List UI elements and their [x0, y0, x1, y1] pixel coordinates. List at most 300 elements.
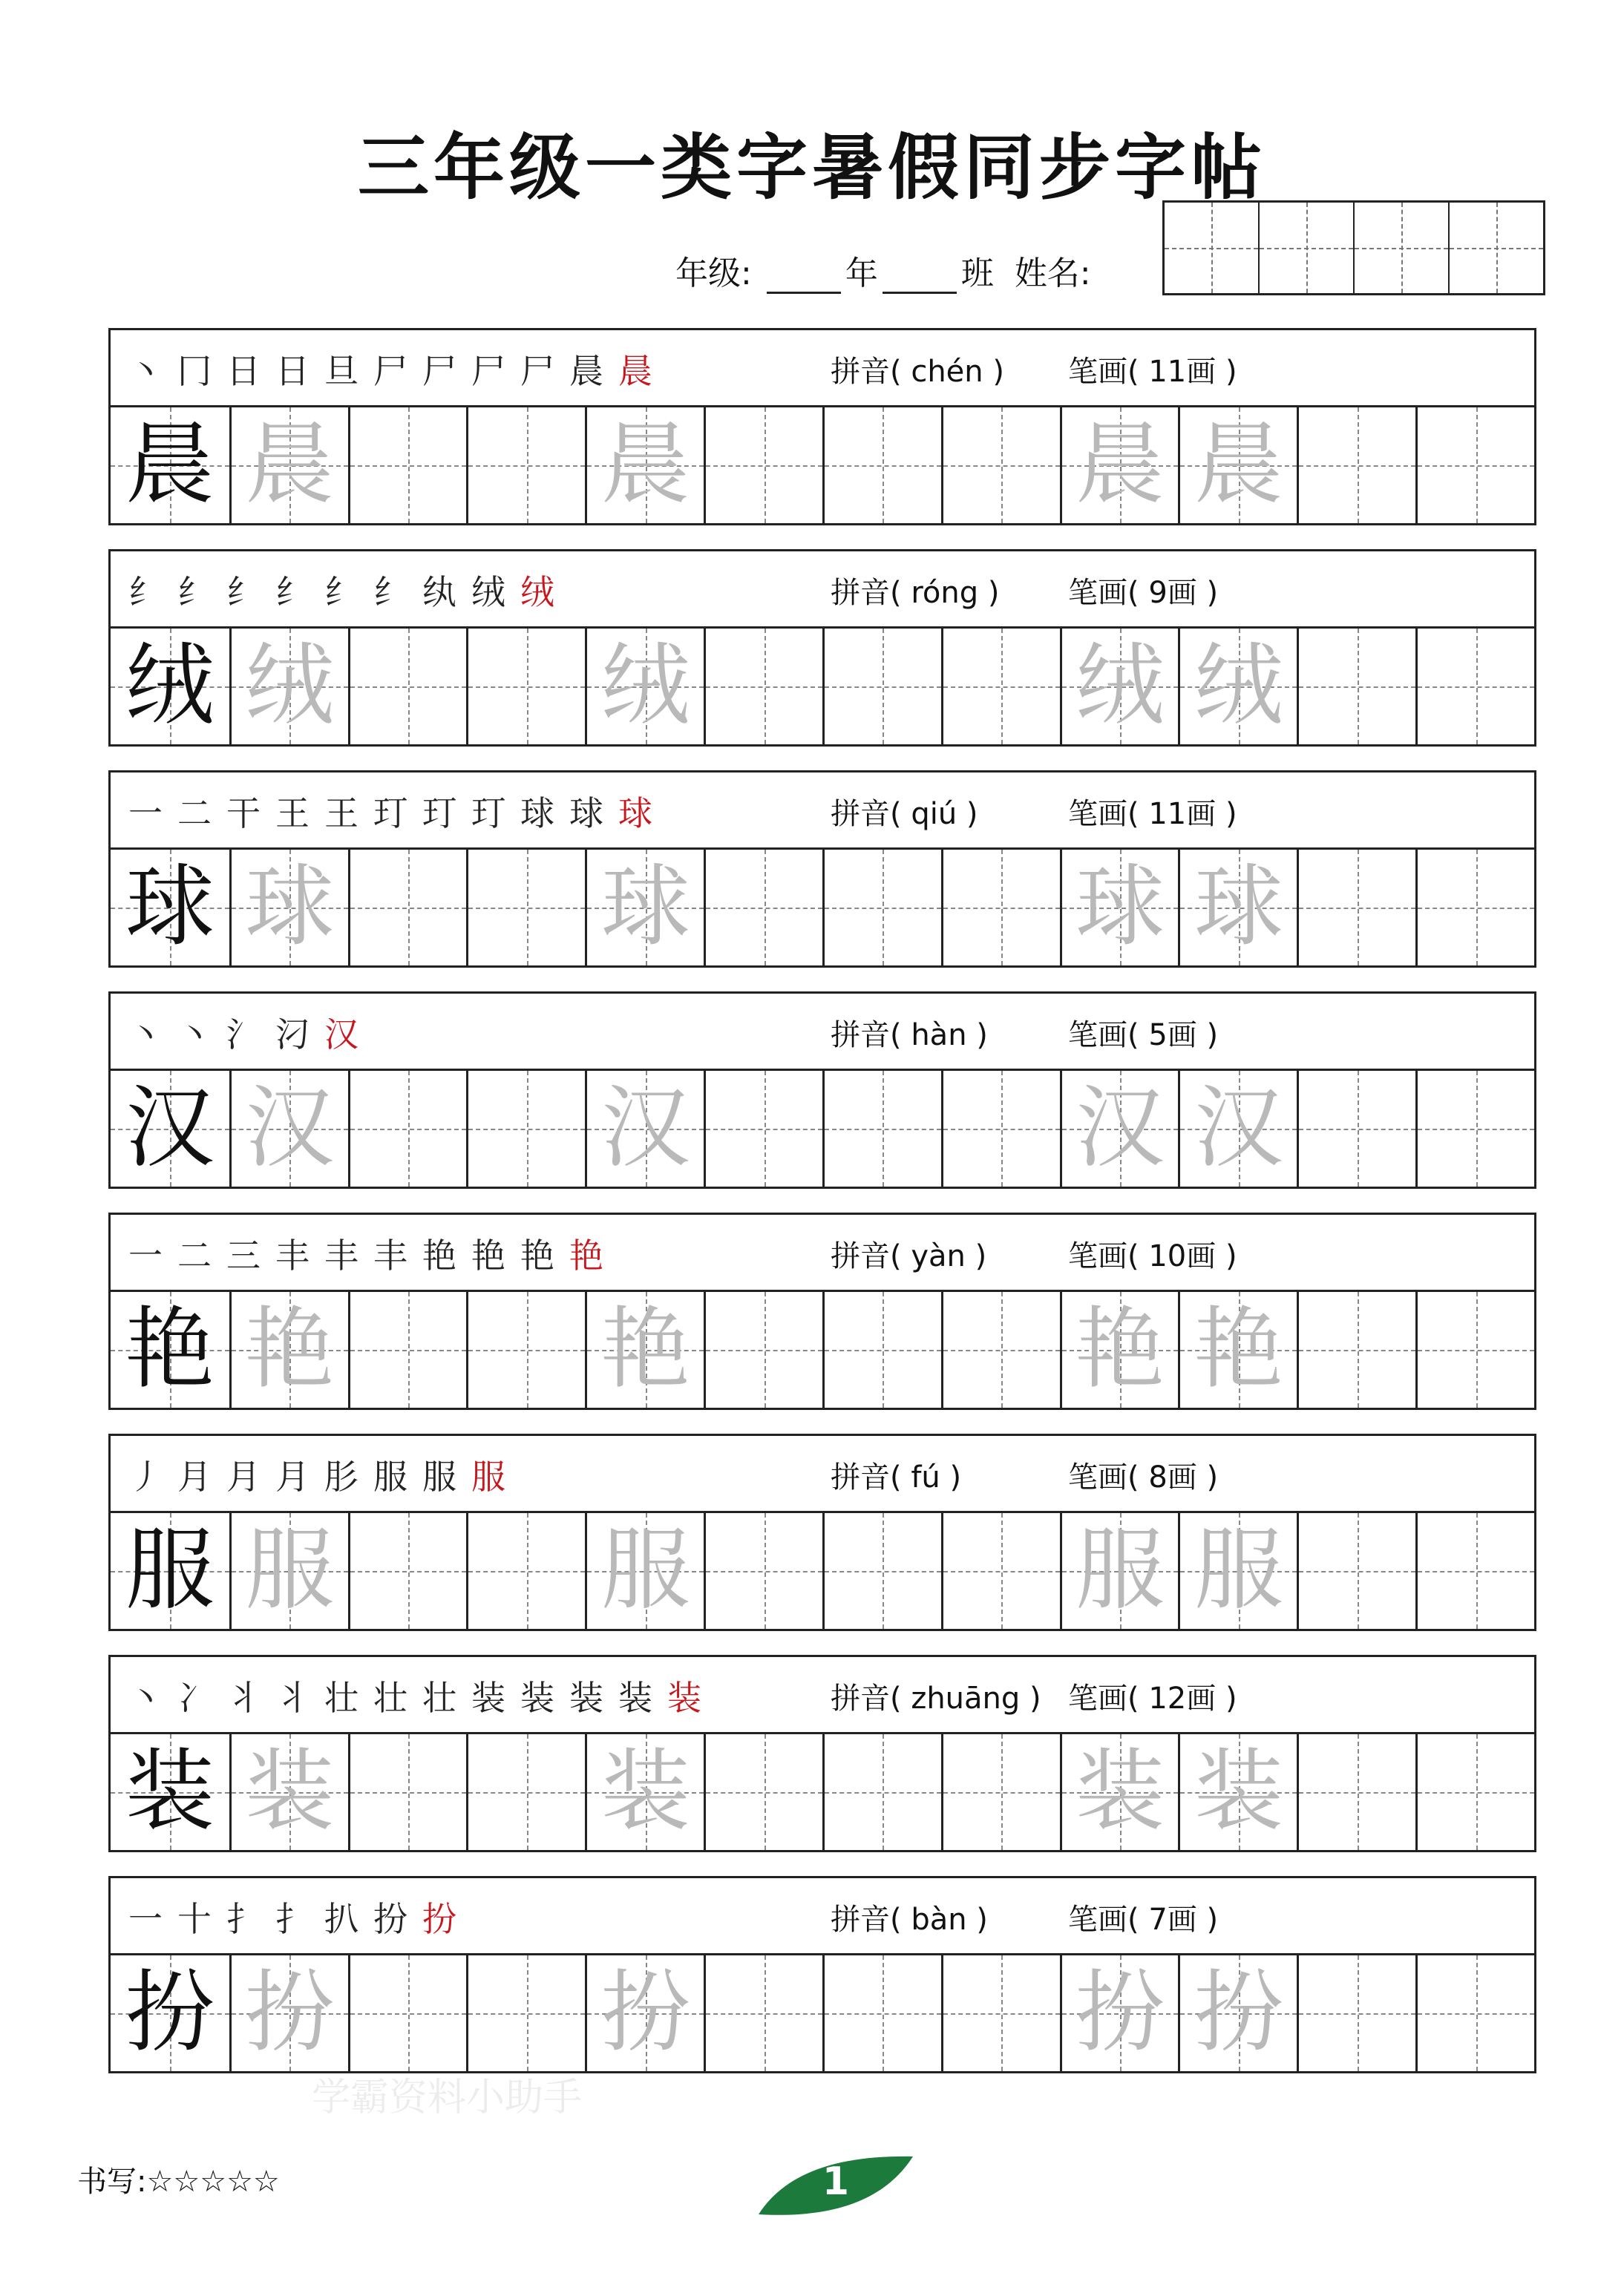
model-character-cell	[111, 1292, 229, 1408]
stroke-step: 一	[128, 793, 163, 833]
writing-cell[interactable]	[1297, 1071, 1415, 1187]
stroke-step: 月	[275, 1457, 310, 1497]
stroke-step: 尸	[520, 351, 554, 391]
writing-cell[interactable]	[1297, 1734, 1415, 1850]
stroke-step: 纟	[324, 572, 358, 612]
pinyin-label: 拼音( fú )	[831, 1460, 962, 1495]
writing-cell[interactable]	[704, 1071, 822, 1187]
trace-character: 艳	[1075, 1298, 1165, 1401]
trace-character-cell[interactable]	[1060, 850, 1179, 965]
writing-cell[interactable]	[466, 1071, 585, 1187]
trace-character: 服	[1194, 1519, 1283, 1622]
pinyin-prefix: 拼音	[831, 355, 890, 389]
trace-character-cell[interactable]	[1178, 850, 1297, 965]
pinyin-label: 拼音( qiú )	[831, 797, 978, 831]
trace-character: 扮	[1075, 1961, 1165, 2064]
pinyin-value: hàn	[911, 1018, 967, 1052]
stroke-step: 氵	[226, 1014, 261, 1054]
model-character-cell	[111, 1513, 229, 1629]
trace-character: 服	[600, 1519, 690, 1622]
trace-character-cell[interactable]	[1178, 1955, 1297, 2071]
writing-cell[interactable]	[1297, 629, 1415, 744]
stroke-step: 玎	[471, 793, 505, 833]
trace-character: 艳	[1194, 1298, 1283, 1401]
stroke-count-label: 笔画( 8画 )	[1068, 1460, 1219, 1495]
model-character: 汉	[125, 1077, 215, 1180]
writing-cell[interactable]	[822, 407, 941, 523]
writing-cell[interactable]	[822, 629, 941, 744]
trace-character-cell[interactable]	[1060, 1513, 1179, 1629]
stroke-count-value: 8	[1148, 1460, 1168, 1495]
character-block	[108, 1876, 1536, 2073]
model-character: 艳	[125, 1298, 215, 1401]
writing-grid-row	[111, 1955, 1534, 2071]
stroke-step: 服	[422, 1457, 456, 1497]
stroke-step: 装	[520, 1678, 554, 1718]
trace-character-cell[interactable]	[1178, 629, 1297, 744]
bihua-prefix: 笔画	[1068, 1460, 1127, 1495]
writing-cell[interactable]	[348, 407, 467, 523]
bihua-prefix: 笔画	[1068, 576, 1127, 610]
writing-cell[interactable]	[822, 1071, 941, 1187]
stroke-step: 日	[226, 351, 261, 391]
stroke-step: 冫	[177, 1678, 212, 1718]
writing-cell[interactable]	[1415, 1955, 1534, 2071]
stroke-count-label: 笔画( 11画 )	[1068, 355, 1237, 389]
trace-character: 艳	[245, 1298, 335, 1401]
stroke-order-header	[111, 330, 1534, 407]
writing-cell[interactable]	[1415, 1292, 1534, 1408]
stroke-step: 十	[177, 1899, 212, 1939]
stroke-order-header	[111, 994, 1534, 1071]
writing-cell[interactable]	[941, 407, 1060, 523]
stroke-count-value: 9	[1148, 576, 1168, 610]
writing-cell[interactable]	[348, 850, 467, 965]
trace-character: 汉	[600, 1077, 690, 1180]
trace-character-cell[interactable]	[585, 850, 704, 965]
stroke-step: 王	[275, 793, 310, 833]
writing-cell[interactable]	[941, 1513, 1060, 1629]
page-title: 三年级一类字暑假同步字帖	[358, 126, 1266, 209]
trace-character: 绒	[1075, 634, 1165, 738]
pinyin-prefix: 拼音	[831, 1903, 890, 1937]
trace-character: 绒	[600, 634, 690, 738]
trace-character: 扮	[245, 1961, 335, 2064]
trace-character: 球	[245, 856, 335, 959]
writing-cell[interactable]	[466, 629, 585, 744]
stroke-step: 月	[226, 1457, 261, 1497]
writing-cell[interactable]	[466, 1734, 585, 1850]
model-character-cell	[111, 1071, 229, 1187]
pinyin-label: 拼音( hàn )	[831, 1018, 988, 1052]
model-character: 装	[125, 1740, 215, 1843]
writing-cell[interactable]	[1415, 850, 1534, 965]
writing-cell[interactable]	[466, 1955, 585, 2071]
stroke-count-label: 笔画( 11画 )	[1068, 797, 1237, 831]
trace-character: 扮	[600, 1961, 690, 2064]
writing-cell[interactable]	[1297, 407, 1415, 523]
stroke-step: 壮	[422, 1678, 456, 1718]
stroke-step: 装	[667, 1678, 701, 1718]
model-character-cell	[111, 629, 229, 744]
stroke-step: 装	[569, 1678, 603, 1718]
trace-character-cell[interactable]	[229, 629, 348, 744]
pinyin-value: yàn	[911, 1239, 966, 1273]
writing-cell[interactable]	[466, 407, 585, 523]
stroke-step: 月	[177, 1457, 212, 1497]
writing-cell[interactable]	[704, 1734, 822, 1850]
stroke-step: 晨	[569, 351, 603, 391]
character-block	[108, 328, 1536, 525]
stroke-step: 球	[569, 793, 603, 833]
model-character-cell	[111, 407, 229, 523]
writing-cell[interactable]	[348, 1292, 467, 1408]
stroke-order-sequence	[124, 1008, 363, 1056]
stroke-step: 丬	[226, 1678, 261, 1718]
trace-character: 晨	[245, 413, 335, 516]
trace-character: 球	[600, 856, 690, 959]
trace-character-cell[interactable]	[1178, 1513, 1297, 1629]
writing-grid-row	[111, 1292, 1534, 1408]
writing-cell[interactable]	[1415, 629, 1534, 744]
writing-cell[interactable]	[941, 850, 1060, 965]
trace-character: 艳	[600, 1298, 690, 1401]
writing-grid-row	[111, 1513, 1534, 1629]
pinyin-prefix: 拼音	[831, 1682, 890, 1716]
stroke-count-value: 5	[1148, 1018, 1168, 1052]
writing-cell[interactable]	[941, 1955, 1060, 2071]
page-number: 1	[822, 2159, 850, 2204]
writing-cell[interactable]	[704, 1513, 822, 1629]
model-character: 服	[125, 1519, 215, 1622]
pinyin-prefix: 拼音	[831, 797, 890, 831]
trace-character-cell[interactable]	[585, 1513, 704, 1629]
writing-cell[interactable]	[704, 850, 822, 965]
stroke-count-value: 10	[1148, 1239, 1187, 1273]
model-character: 晨	[125, 413, 215, 516]
trace-character: 球	[1194, 856, 1283, 959]
bihua-prefix: 笔画	[1068, 1018, 1127, 1052]
stroke-step: 尸	[373, 351, 407, 391]
writing-cell[interactable]	[466, 1292, 585, 1408]
writing-cell[interactable]	[822, 1292, 941, 1408]
watermark: 学霸资料小助手	[312, 2076, 583, 2120]
pinyin-value: róng	[911, 576, 979, 610]
writing-cell[interactable]	[822, 850, 941, 965]
stroke-step: 丬	[275, 1678, 310, 1718]
stroke-step: 三	[226, 1236, 261, 1276]
trace-character-cell[interactable]	[1178, 1071, 1297, 1187]
writing-cell[interactable]	[822, 1955, 941, 2071]
stroke-order-header	[111, 1215, 1534, 1292]
model-character-cell	[111, 1734, 229, 1850]
stroke-step: 尸	[422, 351, 456, 391]
writing-cell[interactable]	[1297, 1955, 1415, 2071]
writing-cell[interactable]	[941, 1071, 1060, 1187]
trace-character-cell[interactable]	[1060, 1292, 1179, 1408]
name-box[interactable]	[1165, 203, 1258, 293]
writing-cell[interactable]	[1415, 1071, 1534, 1187]
stroke-count-label: 笔画( 9画 )	[1068, 576, 1219, 610]
trace-character-cell[interactable]	[1060, 1071, 1179, 1187]
character-block	[108, 770, 1536, 968]
writing-cell[interactable]	[704, 1292, 822, 1408]
stroke-step: 尸	[471, 351, 505, 391]
hua-unit: 画	[1186, 797, 1217, 831]
writing-cell[interactable]	[1297, 1513, 1415, 1629]
pinyin-value: chén	[911, 355, 983, 389]
writing-cell[interactable]	[704, 629, 822, 744]
stroke-order-sequence	[124, 1230, 608, 1277]
stroke-step: 装	[471, 1678, 505, 1718]
pinyin-label: 拼音( chén )	[831, 355, 1004, 389]
pinyin-label: 拼音( yàn )	[831, 1239, 987, 1273]
stroke-step: 纟	[177, 572, 212, 612]
character-block	[108, 1434, 1536, 1631]
trace-character: 晨	[1194, 413, 1283, 516]
stroke-step: 艳	[520, 1236, 554, 1276]
trace-character: 装	[1194, 1740, 1283, 1843]
trace-character: 装	[245, 1740, 335, 1843]
trace-character-cell[interactable]	[1060, 1955, 1179, 2071]
trace-character: 装	[1075, 1740, 1165, 1843]
writing-cell[interactable]	[822, 1513, 941, 1629]
bihua-prefix: 笔画	[1068, 1682, 1127, 1716]
trace-character-cell[interactable]	[585, 407, 704, 523]
writing-cell[interactable]	[822, 1734, 941, 1850]
stroke-order-sequence	[124, 345, 657, 393]
writing-label: 书写:	[77, 2165, 147, 2199]
writing-cell[interactable]	[348, 629, 467, 744]
stroke-step: 丿	[128, 1457, 163, 1497]
stroke-count-value: 11	[1148, 355, 1187, 389]
stroke-step: 扌	[226, 1899, 261, 1939]
writing-cell[interactable]	[348, 1513, 467, 1629]
trace-character-cell[interactable]	[229, 1071, 348, 1187]
trace-character: 汉	[1194, 1077, 1283, 1180]
bihua-prefix: 笔画	[1068, 1903, 1127, 1937]
trace-character: 装	[600, 1740, 690, 1843]
character-block	[108, 991, 1536, 1189]
stroke-step: 干	[226, 793, 261, 833]
stroke-count-label: 笔画( 10画 )	[1068, 1239, 1237, 1273]
stroke-step: 肜	[324, 1457, 358, 1497]
grade-label: 年级:	[675, 255, 752, 292]
stroke-step: 丶	[128, 1014, 163, 1054]
trace-character-cell[interactable]	[229, 1292, 348, 1408]
stroke-step: 纨	[422, 572, 456, 612]
stroke-step: 二	[177, 1236, 212, 1276]
trace-character-cell[interactable]	[585, 1292, 704, 1408]
stroke-step: 丰	[275, 1236, 310, 1276]
stroke-step: 晨	[618, 351, 652, 391]
pinyin-value: bàn	[911, 1903, 967, 1937]
stroke-step: 丶	[128, 1678, 163, 1718]
trace-character: 晨	[1075, 413, 1165, 516]
writing-grid-row	[111, 850, 1534, 965]
model-character: 绒	[125, 634, 215, 738]
pinyin-prefix: 拼音	[831, 576, 890, 610]
trace-character-cell[interactable]	[1060, 407, 1179, 523]
writing-cell[interactable]	[704, 407, 822, 523]
stroke-count-value: 12	[1148, 1682, 1187, 1716]
writing-cell[interactable]	[466, 1513, 585, 1629]
stroke-count-label: 笔画( 12画 )	[1068, 1682, 1237, 1716]
stroke-step: 壮	[373, 1678, 407, 1718]
character-block	[108, 1655, 1536, 1852]
trace-character-cell[interactable]	[229, 850, 348, 965]
writing-cell[interactable]	[1297, 850, 1415, 965]
trace-character-cell[interactable]	[1060, 629, 1179, 744]
bihua-prefix: 笔画	[1068, 797, 1127, 831]
class-blank[interactable]	[883, 259, 957, 294]
trace-character: 服	[245, 1519, 335, 1622]
trace-character-cell[interactable]	[1178, 407, 1297, 523]
writing-cell[interactable]	[1415, 407, 1534, 523]
stroke-step: 装	[618, 1678, 652, 1718]
stroke-count-value: 11	[1148, 797, 1187, 831]
stroke-order-header	[111, 1878, 1534, 1955]
writing-grid-row	[111, 1071, 1534, 1187]
stroke-step: 球	[520, 793, 554, 833]
stroke-step: 冂	[177, 351, 212, 391]
trace-character: 汉	[245, 1077, 335, 1180]
pinyin-prefix: 拼音	[831, 1239, 890, 1273]
stroke-order-sequence	[124, 1672, 706, 1719]
student-info-row	[675, 246, 1091, 294]
hua-unit: 画	[1186, 1239, 1217, 1273]
writing-cell[interactable]	[348, 1734, 467, 1850]
stroke-step: 服	[471, 1457, 505, 1497]
writing-cell[interactable]	[941, 1292, 1060, 1408]
writing-cell[interactable]	[1415, 1513, 1534, 1629]
pinyin-value: fú	[911, 1460, 940, 1495]
model-character: 扮	[125, 1961, 215, 2064]
stroke-step: 丶	[128, 351, 163, 391]
trace-character: 绒	[245, 634, 335, 738]
trace-character: 球	[1075, 856, 1165, 959]
name-box[interactable]	[1258, 203, 1353, 293]
stroke-step: 旦	[324, 351, 358, 391]
stroke-count-label: 笔画( 7画 )	[1068, 1903, 1219, 1937]
stroke-step: 一	[128, 1899, 163, 1939]
model-character: 球	[125, 856, 215, 959]
writing-cell[interactable]	[704, 1955, 822, 2071]
writing-cell[interactable]	[348, 1955, 467, 2071]
stroke-step: 艳	[471, 1236, 505, 1276]
bihua-prefix: 笔画	[1068, 1239, 1127, 1273]
trace-character-cell[interactable]	[1060, 1734, 1179, 1850]
stroke-order-header	[111, 1436, 1534, 1513]
stroke-step: 玎	[422, 793, 456, 833]
stroke-step: 纟	[373, 572, 407, 612]
pinyin-label: 拼音( róng )	[831, 576, 1000, 610]
stroke-order-sequence	[124, 566, 559, 614]
writing-cell[interactable]	[941, 1734, 1060, 1850]
stroke-step: 扌	[275, 1899, 310, 1939]
stroke-step: 丰	[373, 1236, 407, 1276]
stroke-step: 王	[324, 793, 358, 833]
stroke-step: 扮	[373, 1899, 407, 1939]
stroke-step: 绒	[520, 572, 554, 612]
character-block	[108, 1213, 1536, 1410]
class-label: 班	[960, 255, 994, 292]
stroke-step: 艳	[422, 1236, 456, 1276]
writing-grid-row	[111, 1734, 1534, 1850]
trace-character: 绒	[1194, 634, 1283, 738]
stroke-step: 绒	[471, 572, 505, 612]
stroke-step: 丰	[324, 1236, 358, 1276]
writing-grid-row	[111, 629, 1534, 744]
writing-cell[interactable]	[1415, 1734, 1534, 1850]
grade-year-blank[interactable]	[767, 259, 841, 294]
name-box[interactable]	[1353, 203, 1448, 293]
hua-unit: 画	[1167, 1018, 1197, 1052]
stroke-step: 纟	[275, 572, 310, 612]
trace-character-cell[interactable]	[229, 407, 348, 523]
writing-cell[interactable]	[941, 629, 1060, 744]
trace-character-cell[interactable]	[1178, 1292, 1297, 1408]
stroke-step: 扒	[324, 1899, 358, 1939]
stroke-step: 艳	[569, 1236, 603, 1276]
trace-character: 服	[1075, 1519, 1165, 1622]
model-character-cell	[111, 1955, 229, 2071]
hua-unit: 画	[1167, 1460, 1197, 1495]
stroke-step: 汉	[324, 1014, 358, 1054]
pinyin-label: 拼音( bàn )	[831, 1903, 988, 1937]
hua-unit: 画	[1186, 355, 1217, 389]
trace-character-cell[interactable]	[585, 1734, 704, 1850]
hua-unit: 画	[1186, 1682, 1217, 1716]
writing-rating	[77, 2158, 280, 2200]
model-character-cell	[111, 850, 229, 965]
stroke-step: 纟	[128, 572, 163, 612]
pinyin-value: zhuāng	[911, 1682, 1021, 1716]
name-box[interactable]	[1448, 203, 1543, 293]
stroke-step: 一	[128, 1236, 163, 1276]
bihua-prefix: 笔画	[1068, 355, 1127, 389]
pinyin-value: qiú	[911, 797, 957, 831]
writing-cell[interactable]	[466, 850, 585, 965]
name-writing-grid[interactable]	[1162, 200, 1545, 295]
rating-stars[interactable]: ☆☆☆☆☆	[146, 2165, 280, 2199]
stroke-step: 扮	[422, 1899, 456, 1939]
name-label: 姓名:	[1014, 255, 1091, 292]
stroke-step: 纟	[226, 572, 261, 612]
trace-character-cell[interactable]	[1178, 1734, 1297, 1850]
trace-character-cell[interactable]	[585, 1955, 704, 2071]
trace-character-cell[interactable]	[229, 1955, 348, 2071]
stroke-order-sequence	[124, 1893, 461, 1941]
stroke-step: 汈	[275, 1014, 310, 1054]
writing-cell[interactable]	[348, 1071, 467, 1187]
pinyin-prefix: 拼音	[831, 1460, 890, 1495]
trace-character: 晨	[600, 413, 690, 516]
trace-character: 汉	[1075, 1077, 1165, 1180]
trace-character-cell[interactable]	[229, 1734, 348, 1850]
hua-unit: 画	[1167, 576, 1197, 610]
stroke-count-label: 笔画( 5画 )	[1068, 1018, 1219, 1052]
year-label: 年	[845, 255, 878, 292]
trace-character-cell[interactable]	[229, 1513, 348, 1629]
trace-character: 扮	[1194, 1961, 1283, 2064]
stroke-step: 二	[177, 793, 212, 833]
stroke-step: 丶	[177, 1014, 212, 1054]
trace-character-cell[interactable]	[585, 1071, 704, 1187]
writing-cell[interactable]	[1297, 1292, 1415, 1408]
stroke-count-value: 7	[1148, 1903, 1168, 1937]
trace-character-cell[interactable]	[585, 629, 704, 744]
